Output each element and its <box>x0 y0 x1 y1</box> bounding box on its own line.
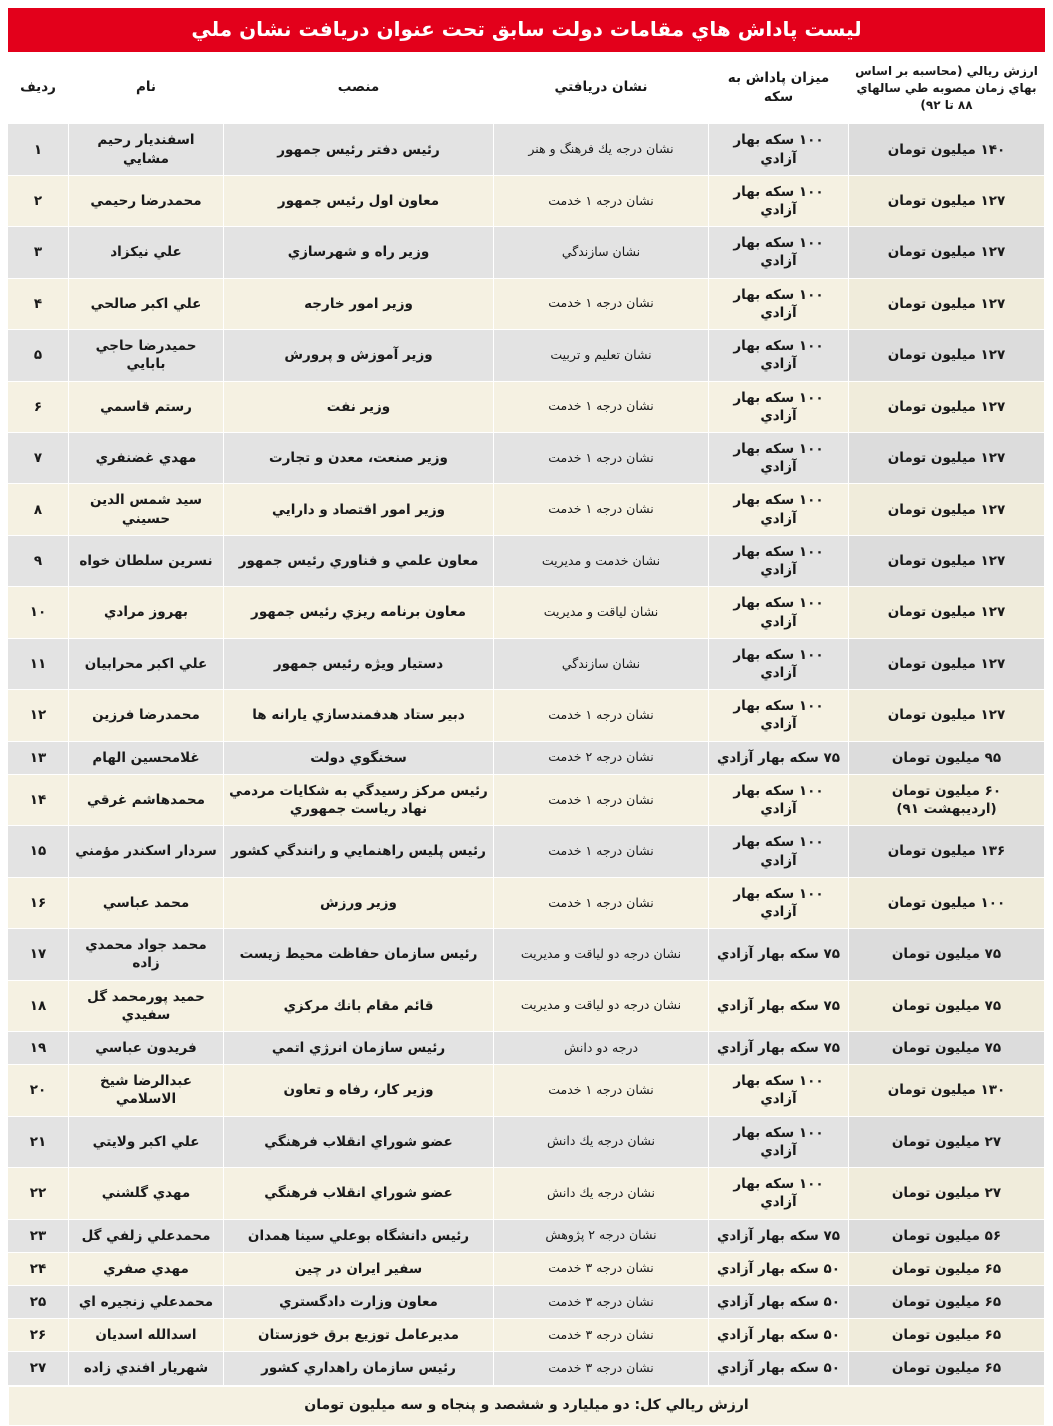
cell-name: فريدون عباسي <box>69 1032 224 1065</box>
cell-name: محمد جواد محمدي زاده <box>69 929 224 980</box>
cell-row: ۱۲ <box>8 690 69 741</box>
cell-coins: ۵۰ سكه بهار آزادي <box>709 1252 849 1285</box>
cell-value: ۲۷ ميليون تومان <box>849 1116 1045 1167</box>
cell-name: محمد عباسي <box>69 877 224 928</box>
cell-name: محمدرضا رحيمي <box>69 175 224 226</box>
cell-medal: نشان درجه ۱ خدمت <box>494 381 709 432</box>
cell-post: رئيس سازمان انرژي اتمي <box>224 1032 494 1065</box>
cell-coins: ۱۰۰ سكه بهار آزادي <box>709 278 849 329</box>
cell-post: عضو شوراي انقلاب فرهنگي <box>224 1168 494 1219</box>
cell-post: وزير امور اقتصاد و دارايي <box>224 484 494 535</box>
cell-medal: نشان درجه يك دانش <box>494 1116 709 1167</box>
cell-row: ۳ <box>8 227 69 278</box>
cell-post: قائم مقام بانك مركزي <box>224 980 494 1031</box>
cell-medal: نشان درجه ۱ خدمت <box>494 484 709 535</box>
cell-row: ۲۵ <box>8 1286 69 1319</box>
cell-name: علي نيكزاد <box>69 227 224 278</box>
cell-row: ۱۶ <box>8 877 69 928</box>
cell-post: رئيس سازمان راهداري كشور <box>224 1352 494 1385</box>
cell-coins: ۱۰۰ سكه بهار آزادي <box>709 587 849 638</box>
total-value-footer: ارزش ريالي كل: دو ميليارد و ششصد و پنجاه و سه ميليون تومان <box>8 1386 1045 1426</box>
cell-value: ۱۳۰ ميليون تومان <box>849 1065 1045 1116</box>
cell-post: وزير نفت <box>224 381 494 432</box>
cell-coins: ۱۰۰ سكه بهار آزادي <box>709 877 849 928</box>
table-row <box>8 433 1045 484</box>
cell-post: رئيس دانشگاه بوعلي سينا همدان <box>224 1219 494 1252</box>
cell-value: ۱۲۷ ميليون تومان <box>849 278 1045 329</box>
table-row <box>8 877 1045 928</box>
table-row <box>8 774 1045 825</box>
cell-name: حميد پورمحمد گل سفيدي <box>69 980 224 1031</box>
table-row <box>8 484 1045 535</box>
cell-coins: ۵۰ سكه بهار آزادي <box>709 1319 849 1352</box>
rewards-table <box>7 52 1045 1386</box>
cell-row: ۲ <box>8 175 69 226</box>
cell-medal: نشان لياقت و مديريت <box>494 587 709 638</box>
cell-row: ۱۱ <box>8 638 69 689</box>
cell-row: ۲۱ <box>8 1116 69 1167</box>
cell-coins: ۱۰۰ سكه بهار آزادي <box>709 381 849 432</box>
cell-value: ۱۲۷ ميليون تومان <box>849 535 1045 586</box>
cell-name: محمدعلي زنجيره اي <box>69 1286 224 1319</box>
cell-coins: ۱۰۰ سكه بهار آزادي <box>709 433 849 484</box>
cell-row: ۱۷ <box>8 929 69 980</box>
column-header-value: ارزش ريالي (محاسبه بر اساس بهاي زمان مصوبه طي سالهاي ۸۸ تا ۹۲) <box>849 53 1045 124</box>
table-row <box>8 741 1045 774</box>
cell-post: رئيس سازمان حفاظت محيط زيست <box>224 929 494 980</box>
cell-row: ۲۲ <box>8 1168 69 1219</box>
cell-coins: ۱۰۰ سكه بهار آزادي <box>709 1168 849 1219</box>
cell-post: معاون برنامه ريزي رئيس جمهور <box>224 587 494 638</box>
cell-medal: نشان درجه ۱ خدمت <box>494 690 709 741</box>
cell-row: ۷ <box>8 433 69 484</box>
table-row <box>8 381 1045 432</box>
cell-post: وزير راه و شهرسازي <box>224 227 494 278</box>
cell-value: ۱۲۷ ميليون تومان <box>849 433 1045 484</box>
cell-post: رئيس دفتر رئيس جمهور <box>224 124 494 175</box>
cell-coins: ۱۰۰ سكه بهار آزادي <box>709 535 849 586</box>
cell-post: عضو شوراي انقلاب فرهنگي <box>224 1116 494 1167</box>
cell-name: اسفنديار رحيم مشايي <box>69 124 224 175</box>
cell-row: ۲۳ <box>8 1219 69 1252</box>
cell-row: ۲۴ <box>8 1252 69 1285</box>
cell-medal: نشان درجه ۱ خدمت <box>494 877 709 928</box>
table-row <box>8 330 1045 381</box>
table-row <box>8 1252 1045 1285</box>
cell-row: ۲۰ <box>8 1065 69 1116</box>
table-row <box>8 227 1045 278</box>
cell-row: ۲۶ <box>8 1319 69 1352</box>
cell-post: رئيس مركز رسيدگي به شكايات مردمي نهاد رياست جمهوري <box>224 774 494 825</box>
cell-row: ۱۰ <box>8 587 69 638</box>
cell-coins: ۱۰۰ سكه بهار آزادي <box>709 690 849 741</box>
cell-name: رستم قاسمي <box>69 381 224 432</box>
cell-row: ۵ <box>8 330 69 381</box>
cell-value: ۷۵ ميليون تومان <box>849 929 1045 980</box>
cell-medal: نشان سازندگي <box>494 227 709 278</box>
cell-medal: نشان درجه ۲ خدمت <box>494 741 709 774</box>
cell-coins: ۱۰۰ سكه بهار آزادي <box>709 1116 849 1167</box>
cell-value: ۷۵ ميليون تومان <box>849 980 1045 1031</box>
column-header-row: رديف <box>8 53 69 124</box>
cell-medal: نشان سازندگي <box>494 638 709 689</box>
cell-coins: ۱۰۰ سكه بهار آزادي <box>709 484 849 535</box>
table-row <box>8 690 1045 741</box>
table-row <box>8 1168 1045 1219</box>
table-body <box>8 124 1045 1385</box>
cell-medal: نشان درجه ۳ خدمت <box>494 1319 709 1352</box>
cell-row: ۱۴ <box>8 774 69 825</box>
table-row <box>8 1219 1045 1252</box>
cell-value: ۱۲۷ ميليون تومان <box>849 484 1045 535</box>
cell-medal: نشان تعليم و تربيت <box>494 330 709 381</box>
cell-post: وزير امور خارجه <box>224 278 494 329</box>
cell-row: ۱ <box>8 124 69 175</box>
cell-coins: ۵۰ سكه بهار آزادي <box>709 1286 849 1319</box>
cell-value: ۱۰۰ ميليون تومان <box>849 877 1045 928</box>
column-header-post: منصب <box>224 53 494 124</box>
cell-row: ۱۸ <box>8 980 69 1031</box>
cell-value: ۵۶ ميليون تومان <box>849 1219 1045 1252</box>
cell-row: ۲۷ <box>8 1352 69 1385</box>
cell-post: سفير ايران در چين <box>224 1252 494 1285</box>
cell-medal: نشان درجه ۱ خدمت <box>494 278 709 329</box>
cell-row: ۴ <box>8 278 69 329</box>
cell-coins: ۷۵ سكه بهار آزادي <box>709 1032 849 1065</box>
cell-post: وزير آموزش و پرورش <box>224 330 494 381</box>
table-row <box>8 535 1045 586</box>
cell-post: وزير صنعت، معدن و تجارت <box>224 433 494 484</box>
cell-medal: نشان درجه ۳ خدمت <box>494 1252 709 1285</box>
table-row <box>8 1286 1045 1319</box>
cell-name: سيد شمس الدين حسيني <box>69 484 224 535</box>
cell-name: عبدالرضا شيخ الاسلامي <box>69 1065 224 1116</box>
cell-row: ۱۳ <box>8 741 69 774</box>
cell-name: محمدعلي زلفي گل <box>69 1219 224 1252</box>
cell-value: ۱۲۷ ميليون تومان <box>849 330 1045 381</box>
table-row <box>8 1065 1045 1116</box>
cell-row: ۹ <box>8 535 69 586</box>
cell-coins: ۱۰۰ سكه بهار آزادي <box>709 175 849 226</box>
table-row <box>8 278 1045 329</box>
cell-post: دبير ستاد هدفمندسازي يارانه ها <box>224 690 494 741</box>
cell-value: ۶۵ ميليون تومان <box>849 1286 1045 1319</box>
cell-post: وزير ورزش <box>224 877 494 928</box>
column-header-medal: نشان دريافتي <box>494 53 709 124</box>
cell-post: سخنگوي دولت <box>224 741 494 774</box>
table-row <box>8 124 1045 175</box>
cell-value: ۶۰ ميليون تومان (ارديبهشت ۹۱) <box>849 774 1045 825</box>
cell-medal: نشان درجه يك فرهنگ و هنر <box>494 124 709 175</box>
cell-value: ۷۵ ميليون تومان <box>849 1032 1045 1065</box>
cell-row: ۱۹ <box>8 1032 69 1065</box>
table-row <box>8 929 1045 980</box>
cell-value: ۶۵ ميليون تومان <box>849 1252 1045 1285</box>
cell-post: مديرعامل توزيع برق خوزستان <box>224 1319 494 1352</box>
cell-medal: نشان درجه ۱ خدمت <box>494 433 709 484</box>
cell-name: علي اكبر ولايتي <box>69 1116 224 1167</box>
cell-value: ۲۷ ميليون تومان <box>849 1168 1045 1219</box>
cell-coins: ۱۰۰ سكه بهار آزادي <box>709 826 849 877</box>
cell-post: معاون علمي و فناوري رئيس جمهور <box>224 535 494 586</box>
cell-post: دستيار ويژه رئيس جمهور <box>224 638 494 689</box>
cell-medal: نشان درجه ۳ خدمت <box>494 1286 709 1319</box>
header-row <box>8 53 1045 124</box>
cell-value: ۶۵ ميليون تومان <box>849 1319 1045 1352</box>
cell-coins: ۷۵ سكه بهار آزادي <box>709 1219 849 1252</box>
cell-medal: نشان درجه ۱ خدمت <box>494 774 709 825</box>
table-row <box>8 587 1045 638</box>
cell-name: شهريار افندي زاده <box>69 1352 224 1385</box>
table-row <box>8 1352 1045 1385</box>
page-title: ليست پاداش هاي مقامات دولت سابق تحت عنوان دريافت نشان ملي <box>8 8 1045 52</box>
cell-coins: ۷۵ سكه بهار آزادي <box>709 741 849 774</box>
cell-name: نسرين سلطان خواه <box>69 535 224 586</box>
cell-coins: ۱۰۰ سكه بهار آزادي <box>709 124 849 175</box>
cell-value: ۱۲۷ ميليون تومان <box>849 381 1045 432</box>
cell-medal: نشان درجه يك دانش <box>494 1168 709 1219</box>
cell-medal: نشان درجه ۱ خدمت <box>494 175 709 226</box>
cell-row: ۶ <box>8 381 69 432</box>
cell-coins: ۱۰۰ سكه بهار آزادي <box>709 638 849 689</box>
cell-value: ۱۲۷ ميليون تومان <box>849 638 1045 689</box>
cell-value: ۱۲۷ ميليون تومان <box>849 175 1045 226</box>
cell-coins: ۱۰۰ سكه بهار آزادي <box>709 1065 849 1116</box>
cell-name: مهدي غضنفري <box>69 433 224 484</box>
table-header <box>8 53 1045 124</box>
cell-post: معاون اول رئيس جمهور <box>224 175 494 226</box>
cell-name: مهدي صفري <box>69 1252 224 1285</box>
cell-medal: نشان درجه ۳ خدمت <box>494 1352 709 1385</box>
cell-name: محمدرضا فرزين <box>69 690 224 741</box>
cell-value: ۶۵ ميليون تومان <box>849 1352 1045 1385</box>
cell-name: اسدالله اسديان <box>69 1319 224 1352</box>
table-row <box>8 980 1045 1031</box>
cell-post: وزير كار، رفاه و تعاون <box>224 1065 494 1116</box>
cell-post: رئيس پليس راهنمايي و رانندگي كشور <box>224 826 494 877</box>
cell-medal: نشان درجه ۲ پژوهش <box>494 1219 709 1252</box>
cell-coins: ۷۵ سكه بهار آزادي <box>709 929 849 980</box>
cell-value: ۱۴۰ ميليون تومان <box>849 124 1045 175</box>
cell-row: ۸ <box>8 484 69 535</box>
cell-name: بهروز مرادي <box>69 587 224 638</box>
table-row <box>8 1319 1045 1352</box>
cell-coins: ۱۰۰ سكه بهار آزادي <box>709 330 849 381</box>
cell-post: معاون وزارت دادگستري <box>224 1286 494 1319</box>
cell-coins: ۱۰۰ سكه بهار آزادي <box>709 227 849 278</box>
cell-name: علي اكبر صالحي <box>69 278 224 329</box>
cell-value: ۱۲۷ ميليون تومان <box>849 587 1045 638</box>
cell-value: ۹۵ ميليون تومان <box>849 741 1045 774</box>
table-row <box>8 638 1045 689</box>
table-row <box>8 175 1045 226</box>
table-row <box>8 1116 1045 1167</box>
column-header-name: نام <box>69 53 224 124</box>
cell-coins: ۵۰ سكه بهار آزادي <box>709 1352 849 1385</box>
cell-name: علي اكبر محرابيان <box>69 638 224 689</box>
table-row <box>8 826 1045 877</box>
cell-name: غلامحسين الهام <box>69 741 224 774</box>
cell-coins: ۱۰۰ سكه بهار آزادي <box>709 774 849 825</box>
cell-name: محمدهاشم غرقي <box>69 774 224 825</box>
cell-medal: نشان درجه دو لياقت و مديريت <box>494 980 709 1031</box>
cell-value: ۱۲۷ ميليون تومان <box>849 227 1045 278</box>
cell-medal: نشان خدمت و مديريت <box>494 535 709 586</box>
cell-coins: ۷۵ سكه بهار آزادي <box>709 980 849 1031</box>
cell-value: ۱۳۶ ميليون تومان <box>849 826 1045 877</box>
column-header-coins: ميزان پاداش به سكه <box>709 53 849 124</box>
cell-medal: نشان درجه ۱ خدمت <box>494 1065 709 1116</box>
cell-medal: نشان درجه دو لياقت و مديريت <box>494 929 709 980</box>
table-row <box>8 1032 1045 1065</box>
cell-name: مهدي گلشني <box>69 1168 224 1219</box>
cell-medal: نشان درجه ۱ خدمت <box>494 826 709 877</box>
cell-value: ۱۲۷ ميليون تومان <box>849 690 1045 741</box>
cell-name: حميدرضا حاجي بابايي <box>69 330 224 381</box>
cell-row: ۱۵ <box>8 826 69 877</box>
cell-name: سردار اسكندر مؤمني <box>69 826 224 877</box>
cell-medal: درجه دو دانش <box>494 1032 709 1065</box>
